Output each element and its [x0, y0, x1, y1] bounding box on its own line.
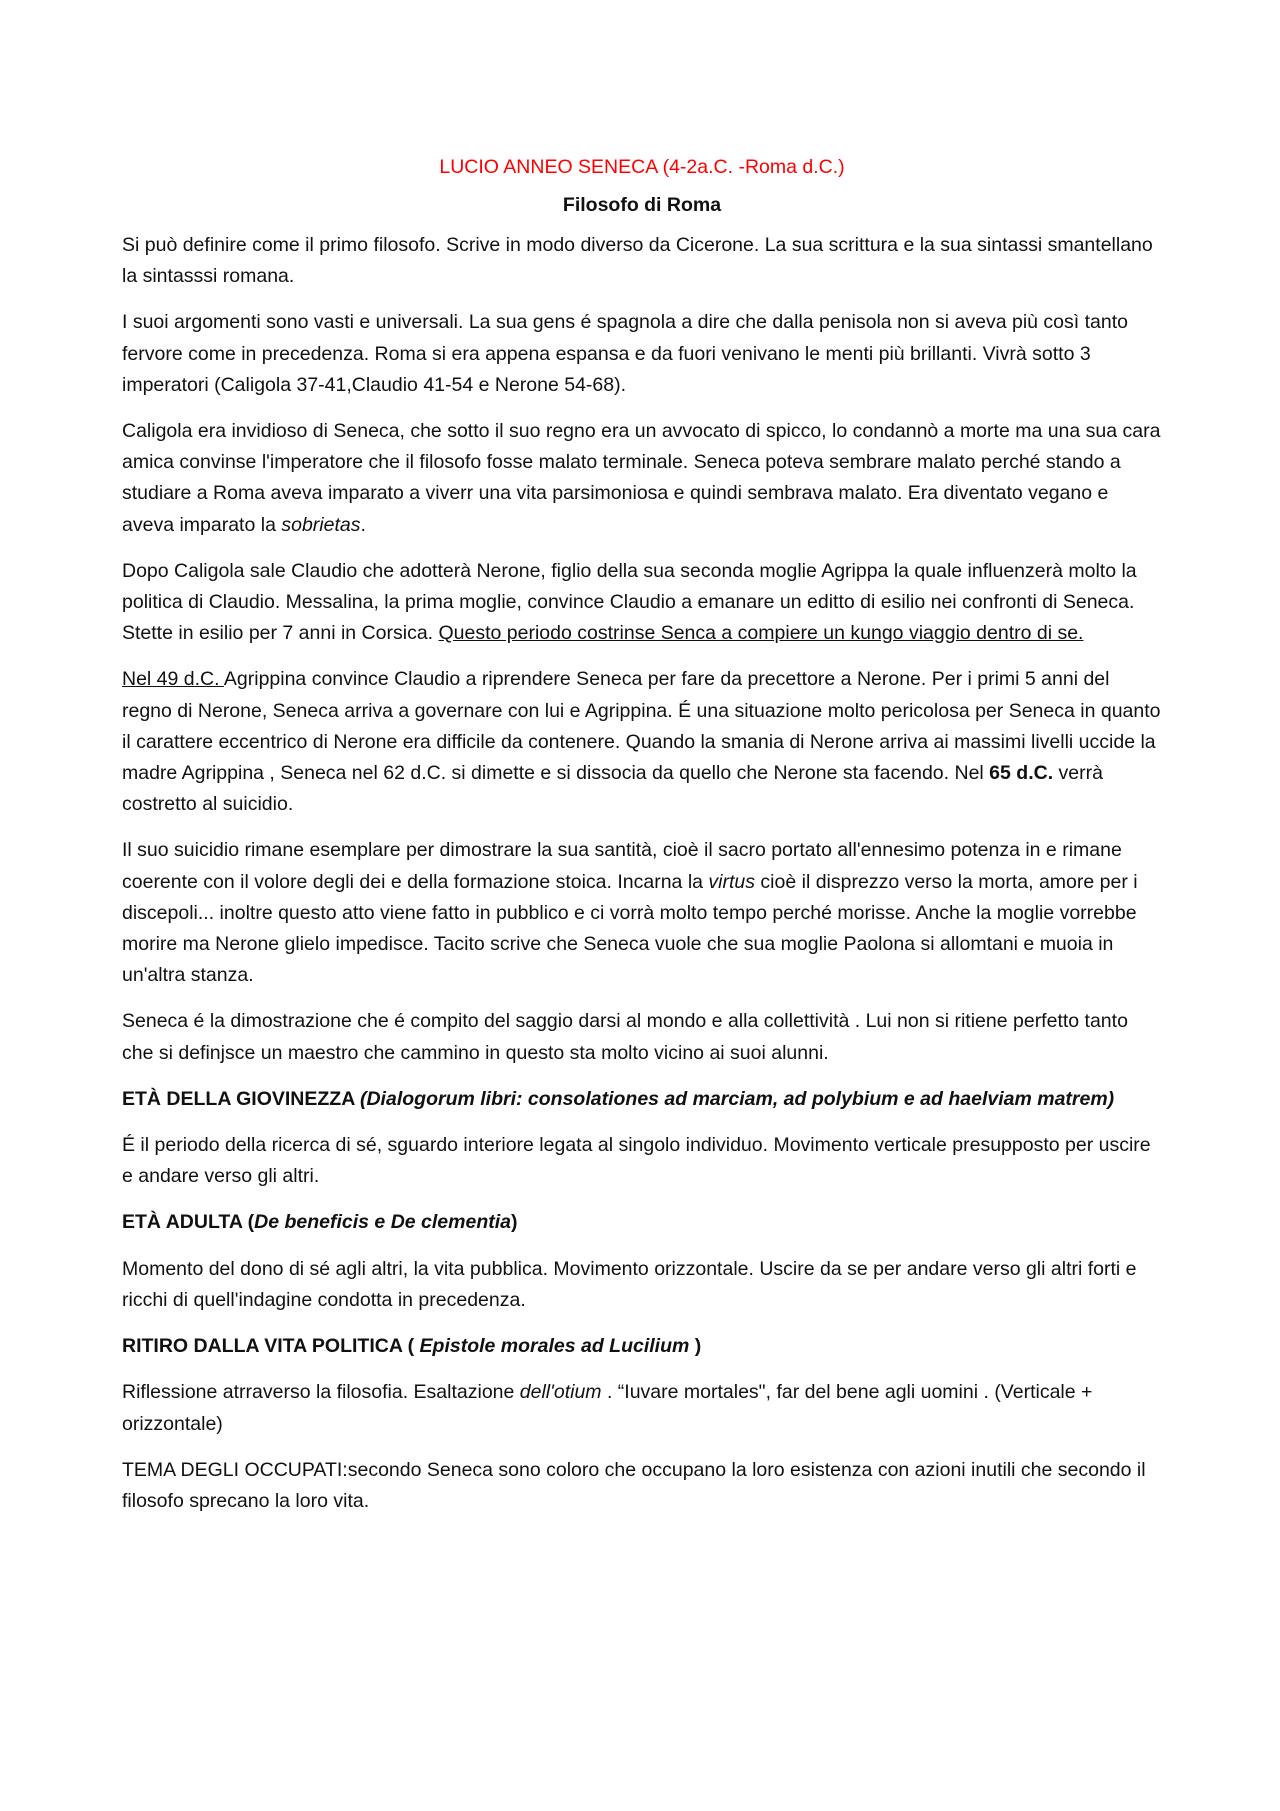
heading-ritiro	[122, 1331, 1162, 1362]
document-subtitle: Filosofo di Roma	[562, 194, 722, 216]
title-dates: (4-2a.C. -Roma d.C.)	[657, 156, 845, 178]
heading-giovinezza	[122, 1084, 1162, 1115]
text-run: cioè il disprezzo verso la morta, amore per i discepoli... inoltre questo atto viene fatto in pubblico e ci vorrà molto tempo perché morisse. Anche la moglie vorrebbe morire ma Nerone glielo impedisce. Tacito scrive che Seneca vuole che sua moglie Paolona si allomtani e muoia in un'altra stanza.	[122, 870, 1138, 987]
heading-works: (Dialogorum libri: consolationes ad marciam, ad polybium e ad haelviam matrem)	[359, 1087, 1115, 1110]
underlined-date: Nel 49 d.C.	[122, 668, 224, 691]
emphasis-sobrietas: sobrietas	[281, 513, 361, 536]
paragraph-occupati: TEMA DEGLI OCCUPATI:secondo Seneca sono coloro che occupano la loro esistenza con azioni inutili che secondo il filosofo sprecano la loro vita.	[122, 1458, 1146, 1512]
paragraph-caligola	[122, 416, 1162, 541]
text-run: Caligola era invidioso di Seneca, che sotto il suo regno era un avvocato di spicco, lo condannò a morte ma una sua cara amica convinse l'imperatore che il filosofo fosse malato terminale. Seneca poteva sembrare malato perché stando a studiare a Roma aveva imparato a viverr una vita parsimoniosa e quindi sembrava malato. Era diventato vegano e aveva imparato la	[122, 420, 1161, 536]
heading-label: ETÀ ADULTA (	[122, 1211, 255, 1234]
heading-works: De beneficis e De clementia	[254, 1211, 512, 1234]
paragraph-suicidio	[122, 835, 1162, 991]
paragraph-intro: Si può definire come il primo filosofo. Scrive in modo diverso da Cicerone. La sua scrittura e la sua sintassi smantellano la sintasssi romana.	[122, 234, 1153, 288]
paragraph-claudio	[122, 556, 1162, 650]
paragraph-ritiro	[122, 1377, 1162, 1439]
paragraph-nerone	[122, 664, 1162, 820]
text-run: Riflessione atrraverso la filosofia. Esaltazione	[122, 1381, 520, 1404]
text-run: Il suo suicidio rimane esemplare per dimostrare la sua santità, cioè il sacro portato all'ennesimo potenza in e rimane coerente con il volore degli dei e della formazione stoica. Incarna la	[122, 839, 1122, 893]
text-run: Agrippina convince Claudio a riprendere Seneca per fare da precettore a Nerone. Per i primi 5 anni del regno di Nerone, Seneca arriva a governare con lui e Agrippina. É una situazione molto pericolosa per Seneca in quanto il carattere eccentrico di Nerone era difficile da contenere. Quando la smania di Nerone arriva ai massimi livelli uccide la madre Agrippina , Seneca nel 62 d.C. si dimette e si dissocia da quello che Nerone sta facendo. Nel	[122, 668, 1161, 785]
text-run: .	[360, 513, 366, 536]
bold-date: 65 d.C.	[989, 762, 1054, 785]
paragraph-giovinezza: É il periodo della ricerca di sé, sguardo interiore legata al singolo individuo. Movimento verticale presupposto per uscire e andare verso gli altri.	[122, 1134, 1151, 1188]
heading-works: Epistole morales ad Lucilium	[419, 1335, 690, 1358]
heading-label: RITIRO DALLA VITA POLITICA (	[122, 1335, 420, 1358]
heading-close: )	[689, 1335, 702, 1358]
paragraph-collettivita: Seneca é la dimostrazione che é compito del saggio darsi al mondo e alla collettività . Lui non si ritiene perfetto tanto che si definjsce un maestro che cammino in questo sta molto vicino ai suoi alunni.	[122, 1010, 1128, 1064]
text-run: . “Iuvare mortales", far del bene agli uomini . (Verticale + orizzontale)	[122, 1381, 1093, 1435]
document-title	[122, 154, 1162, 180]
paragraph-adulta: Momento del dono di sé agli altri, la vita pubblica. Movimento orizzontale. Uscire da se per andare verso gli altri forti e ricchi di quell'indagine condotta in precedenza.	[122, 1257, 1137, 1311]
emphasis-virtus: virtus	[708, 870, 756, 893]
emphasis-otium: dell'otium	[519, 1381, 602, 1404]
heading-adulta	[122, 1207, 1162, 1238]
heading-close: )	[511, 1211, 518, 1234]
title-name: LUCIO ANNEO SENECA	[439, 156, 658, 178]
heading-label: ETÀ DELLA GIOVINEZZA	[122, 1087, 360, 1110]
underlined-exile-note: Questo periodo costrinse Senca a compiere un kungo viaggio dentro di se.	[438, 622, 1084, 645]
text-run: verrà costretto al suicidio.	[122, 762, 1103, 816]
paragraph-origins: I suoi argomenti sono vasti e universali. La sua gens é spagnola a dire che dalla penisola non si aveva più così tanto fervore come in precedenza. Roma si era appena espansa e da fuori venivano le menti più brillanti. Vivrà sotto 3 imperatori (Caligola 37-41,Claudio 41-54 e Nerone 54-68).	[122, 311, 1128, 396]
text-run: Dopo Caligola sale Claudio che adotterà Nerone, figlio della sua seconda moglie Agrippa la quale influenzerà molto la politica di Claudio. Messalina, la prima moglie, convince Claudio a emanare un editto di esilio nei confronti di Seneca. Stette in esilio per 7 anni in Corsica.	[122, 559, 1137, 645]
